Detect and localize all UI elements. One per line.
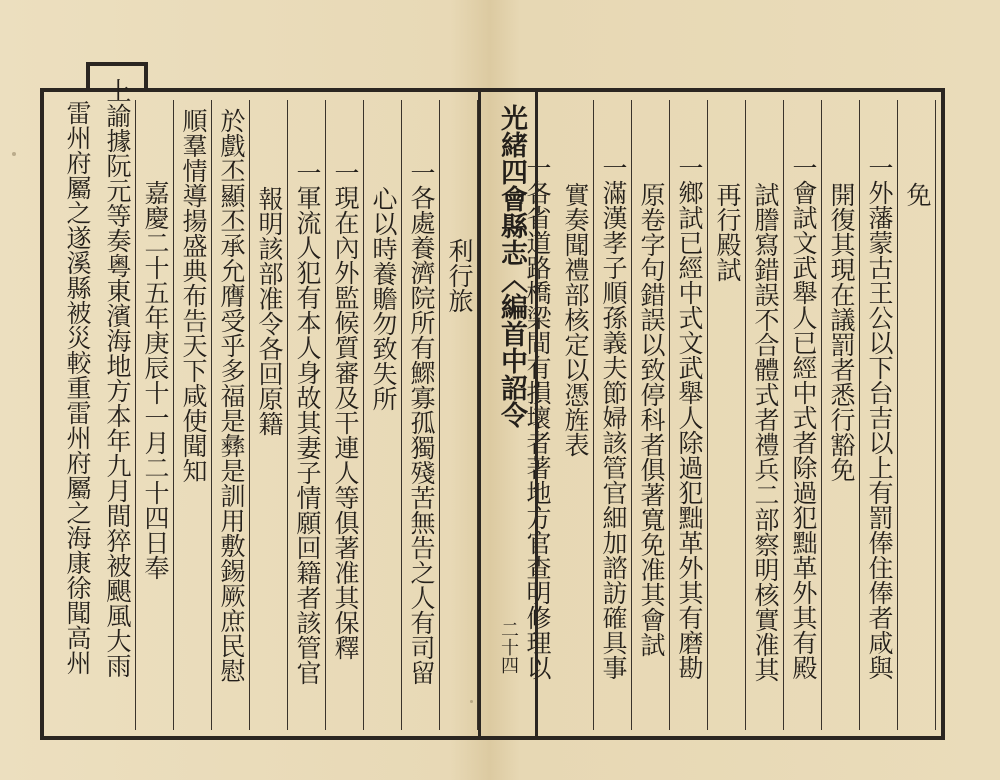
book-title: 光緒四會縣志〈編首中詔令 [496,104,527,428]
column-text: 利行旅 [445,238,474,313]
column-text: 一軍流人犯有本人身故其妻子情願回籍者該管官 [293,160,322,685]
column-text: 一各省道路橋梁間有損壞者著地方官查明修理以 [523,155,552,680]
text-column [784,100,822,730]
column-text: 嘉慶二十五年庚辰十一月二十四日奉 [141,180,170,580]
section-title: 編首中詔令 [496,293,527,428]
paper-spot [12,152,16,156]
column-text: 一會試文武舉人已經中式者除過犯黜革外其有殿 [789,155,818,680]
text-column [326,100,364,730]
text-column [174,100,212,730]
column-text: 一現在內外監候質審及干連人等俱著准其保釋 [331,160,360,660]
column-text: 免 [903,182,932,207]
column-text: 一鄉試已經中式文武舉人除過犯黜革外其有磨勘 [675,155,704,680]
text-column [288,100,326,730]
text-column [98,78,136,730]
text-column [250,100,288,730]
text-column [136,100,174,730]
column-text: 一外藩蒙古王公以下台吉以上有罰俸住俸者咸與 [865,155,894,680]
text-column [670,100,708,730]
text-column [212,100,250,730]
text-column [556,100,594,730]
paper-spot [470,700,473,703]
column-text: 原卷字句錯誤以致停科者俱著寬免准其會試 [637,182,666,657]
text-column [364,100,402,730]
center-fold-column [478,92,538,740]
text-column [708,100,746,730]
text-column [860,100,898,730]
text-column [58,100,96,730]
column-text: 試謄寫錯誤不合體式者禮兵二部察明核實准其 [751,182,780,682]
column-text: 開復其現在議罰者悉行豁免 [827,182,856,482]
column-text: 雷州府屬之遂溪縣被災較重雷州府屬之海康徐聞高州 [63,100,92,675]
column-text: 於戲丕顯丕承允膺受乎多福是彝是訓用敷錫厥庶民慰 [217,108,246,683]
page-number: 二十四 [498,620,519,674]
column-text: 再行殿試 [713,182,742,282]
column-text: 順羣情導揚盛典布告天下咸使聞知 [179,108,208,483]
text-column [632,100,670,730]
column-text: 報明該部准令各回原籍 [255,186,284,436]
column-text: 一滿漢孝子順孫義夫節婦該管官細加諮訪確具事 [599,155,628,680]
column-text: 心以時養贍勿致失所 [369,186,398,411]
text-column [898,100,936,730]
text-column [440,100,478,730]
text-column [402,100,440,730]
column-text: 實奏聞禮部核定以憑旌表 [561,182,590,457]
text-column [746,100,784,730]
text-column [594,100,632,730]
text-column [822,100,860,730]
column-text: 上諭據阮元等奏粵東濱海地方本年九月間猝被颶風大雨 [103,78,132,678]
column-text: 一各處養濟院所有鰥寡孤獨殘苦無告之人有司留 [407,160,436,685]
